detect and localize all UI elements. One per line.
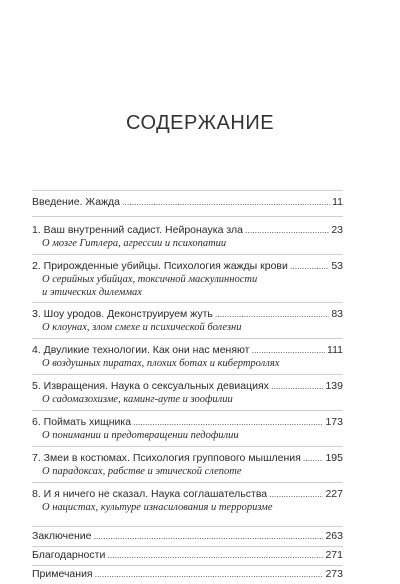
page-number: 173: [325, 416, 343, 428]
divider: [32, 216, 343, 217]
divider: [32, 302, 343, 303]
entry-subtitle: О парадоксах, рабстве и этической слепоте: [42, 466, 242, 477]
entry-subtitle: О садомазохизме, каминг-ауте и зоофилии: [42, 394, 233, 405]
dot-leader: [215, 308, 329, 321]
dot-leader: [95, 568, 324, 581]
entry-label: Введение. Жажда: [32, 196, 121, 208]
entry-subtitle: О мозге Гитлера, агрессии и психопатии: [42, 238, 227, 249]
divider: [32, 190, 343, 191]
page-number: 139: [325, 380, 343, 392]
entry-label: 4. Двуликие технологии. Как они нас меняют: [32, 344, 250, 356]
table-of-contents: [32, 190, 343, 580]
toc-entry-conclusion[interactable]: [32, 530, 343, 543]
entry-subtitle: О понимании и предотвращении педофилии: [42, 430, 239, 441]
divider: [32, 546, 343, 547]
divider: [32, 410, 343, 411]
entry-label: 2. Прирожденные убийцы. Психология жажды крови: [32, 260, 288, 272]
dot-leader: [245, 224, 329, 237]
dot-leader: [93, 530, 323, 543]
entry-subtitle: О нацистах, культуре изнасилования и терроризме: [42, 502, 273, 513]
entry-subtitle: О клоунах, злом смехе и психической болезни: [42, 322, 242, 333]
divider: [32, 338, 343, 339]
divider: [32, 446, 343, 447]
entry-label: 1. Ваш внутренний садист. Нейронаука зла: [32, 224, 244, 236]
entry-subtitle: О серийных убийцах, токсичной маскулинности: [42, 274, 258, 285]
toc-entry-chapter-3[interactable]: [32, 308, 343, 334]
divider: [32, 374, 343, 375]
entry-label: 5. Извращения. Наука о сексуальных девиациях: [32, 380, 269, 392]
divider: [32, 254, 343, 255]
page-number: 195: [325, 452, 343, 464]
entry-subtitle: и этических дилеммах: [42, 287, 142, 298]
entry-subtitle: О воздушных пиратах, плохих ботах и кибертроллях: [42, 358, 280, 369]
page-number: 11: [332, 196, 343, 208]
page-number: 273: [325, 568, 343, 580]
toc-entry-acknowledgements[interactable]: [32, 549, 343, 562]
entry-label: Заключение: [32, 530, 92, 542]
page-number: 23: [331, 224, 343, 236]
divider: [32, 526, 343, 527]
page-number: 271: [325, 549, 343, 561]
entry-label: Благодарности: [32, 549, 106, 561]
dot-leader: [122, 196, 330, 209]
page-number: 227: [325, 488, 343, 500]
toc-entry-chapter-1[interactable]: [32, 224, 343, 250]
toc-entry-intro[interactable]: [32, 196, 343, 209]
entry-label: 3. Шоу уродов. Деконструируем жуть: [32, 308, 213, 320]
dot-leader: [269, 488, 323, 501]
page-number: 111: [327, 344, 343, 356]
entry-label: 8. И я ничего не сказал. Наука соглашательства: [32, 488, 268, 500]
dot-leader: [252, 344, 326, 357]
toc-entry-notes[interactable]: [32, 568, 343, 581]
divider: [32, 565, 343, 566]
dot-leader: [107, 549, 323, 562]
dot-leader: [133, 416, 323, 429]
page-number: 53: [331, 260, 343, 272]
toc-entry-chapter-2[interactable]: [32, 260, 343, 299]
dot-leader: [290, 260, 329, 273]
dot-leader: [303, 452, 324, 465]
toc-entry-chapter-4[interactable]: [32, 344, 343, 370]
entry-label: 7. Змеи в костюмах. Психология группового мышления: [32, 452, 301, 464]
divider: [32, 482, 343, 483]
toc-entry-chapter-5[interactable]: [32, 380, 343, 406]
entry-label: Примечания: [32, 568, 93, 580]
toc-entry-chapter-6[interactable]: [32, 416, 343, 442]
page-number: 263: [325, 530, 343, 542]
toc-entry-chapter-8[interactable]: [32, 488, 343, 514]
page-number: 83: [331, 308, 343, 320]
toc-entry-chapter-7[interactable]: [32, 452, 343, 478]
dot-leader: [271, 380, 324, 393]
page-title: СОДЕРЖАНИЕ: [125, 112, 275, 134]
entry-label: 6. Поймать хищника: [32, 416, 132, 428]
